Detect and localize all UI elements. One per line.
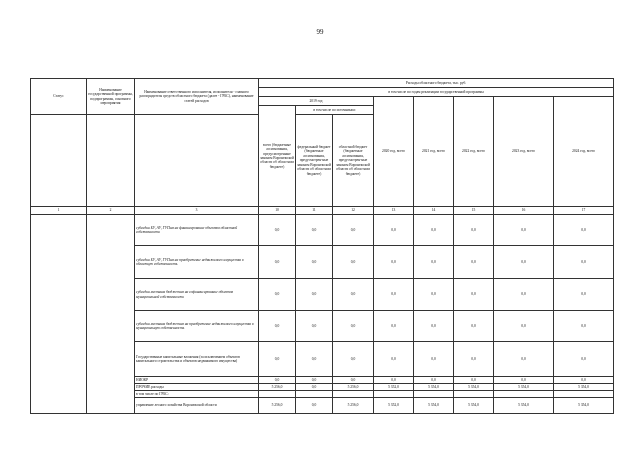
cell-value: 0,0 bbox=[333, 279, 374, 311]
cell-value bbox=[414, 391, 454, 398]
col-number: 13 bbox=[374, 207, 414, 215]
cell-value: 0,0 bbox=[454, 342, 494, 377]
cell-value: 0,0 bbox=[296, 246, 333, 279]
cell-value: 0,0 bbox=[296, 384, 333, 391]
cell-value: 5 354,0 bbox=[454, 398, 494, 414]
col-number: 15 bbox=[454, 207, 494, 215]
header-year-2019: 2019 год bbox=[259, 97, 374, 106]
col-number: 17 bbox=[554, 207, 614, 215]
header-col-2022: 2022 год, всего bbox=[454, 97, 494, 207]
header-col-2021: 2021 год, всего bbox=[414, 97, 454, 207]
row-label: Государственные капитальные вложения (за исключением объектов капитального строительства и объектов недвижимого имущества) bbox=[135, 342, 259, 377]
cell-value: 0,0 bbox=[259, 342, 296, 377]
cell-value: 0,0 bbox=[333, 246, 374, 279]
cell-value: 5 354,0 bbox=[414, 384, 454, 391]
cell-value: 0,0 bbox=[454, 246, 494, 279]
header-blank-3 bbox=[135, 115, 259, 207]
budget-table bbox=[30, 78, 614, 414]
program-cell bbox=[87, 215, 135, 414]
row-label: субсидии местным бюджетам на приобретение недвижимого имущества в муниципальную собственность bbox=[135, 311, 259, 342]
cell-value: 5 352,0 bbox=[374, 398, 414, 414]
table-row bbox=[31, 215, 614, 246]
cell-value: 0,0 bbox=[374, 377, 414, 384]
cell-value: 5 354,0 bbox=[494, 384, 554, 391]
cell-value: 0,0 bbox=[454, 215, 494, 246]
cell-value: 0,0 bbox=[414, 215, 454, 246]
cell-value: 0,0 bbox=[296, 279, 333, 311]
cell-value: 0,0 bbox=[259, 279, 296, 311]
cell-value: 0,0 bbox=[333, 311, 374, 342]
col-number: 1 bbox=[31, 207, 87, 215]
cell-value: 0,0 bbox=[333, 342, 374, 377]
cell-value: 0,0 bbox=[554, 311, 614, 342]
cell-value: 0,0 bbox=[374, 342, 414, 377]
cell-value: 0,0 bbox=[333, 215, 374, 246]
header-col-2023: 2023 год, всего bbox=[494, 97, 554, 207]
header-by-years: в том числе по годам реализации государственной программы bbox=[259, 88, 614, 97]
cell-value: 5 354,0 bbox=[414, 398, 454, 414]
col-number: 11 bbox=[296, 207, 333, 215]
header-executor: Наименование ответственного исполнителя, исполнителя - главного распорядителя средств областного бюджета (далее - ГРБС), наименование статей расходов bbox=[135, 79, 259, 115]
cell-value bbox=[374, 391, 414, 398]
cell-value: 0,0 bbox=[454, 377, 494, 384]
cell-value: 0,0 bbox=[494, 342, 554, 377]
cell-value: 0,0 bbox=[414, 377, 454, 384]
cell-value: 0,0 bbox=[494, 246, 554, 279]
cell-value: 0,0 bbox=[494, 311, 554, 342]
header-program-name: Наименование государственной программы, подпрограммы, основного мероприятия bbox=[87, 79, 135, 115]
cell-value: 5 256,0 bbox=[333, 384, 374, 391]
cell-value bbox=[296, 391, 333, 398]
header-blank-2 bbox=[87, 115, 135, 207]
cell-value: 0,0 bbox=[333, 377, 374, 384]
cell-value: 0,0 bbox=[414, 342, 454, 377]
cell-value: 0,0 bbox=[554, 377, 614, 384]
cell-value: 5 256,0 bbox=[333, 398, 374, 414]
row-label: субсидии БУ, АУ, ГУПам на приобретение недвижимого имущества в областную собственность bbox=[135, 246, 259, 279]
status-cell bbox=[31, 215, 87, 414]
header-expenses: Расходы областного бюджета, тыс. руб. bbox=[259, 79, 614, 88]
cell-value: 0,0 bbox=[374, 246, 414, 279]
header-blank-1 bbox=[31, 115, 87, 207]
cell-value: 0,0 bbox=[259, 215, 296, 246]
row-label: в том числе по ГРБС: bbox=[135, 391, 259, 398]
cell-value: 0,0 bbox=[296, 311, 333, 342]
col-number: 3 bbox=[135, 207, 259, 215]
cell-value: 5 354,0 bbox=[494, 398, 554, 414]
cell-value: 0,0 bbox=[554, 342, 614, 377]
cell-value bbox=[333, 391, 374, 398]
cell-value: 0,0 bbox=[494, 377, 554, 384]
cell-value: 0,0 bbox=[414, 246, 454, 279]
row-label: ПРОЧИЕ расходы bbox=[135, 384, 259, 391]
cell-value: 0,0 bbox=[259, 377, 296, 384]
col-number: 10 bbox=[259, 207, 296, 215]
header-col-regional: областной бюджет (бюджетные ассигнования, предусмотрен-ные законом Воронежской области об областном бюджете) bbox=[333, 115, 374, 207]
col-number: 16 bbox=[494, 207, 554, 215]
cell-value: 0,0 bbox=[554, 279, 614, 311]
cell-value: 5 256,0 bbox=[259, 384, 296, 391]
cell-value: 0,0 bbox=[374, 279, 414, 311]
cell-value: 5 354,0 bbox=[554, 398, 614, 414]
cell-value: 0,0 bbox=[374, 215, 414, 246]
cell-value: 0,0 bbox=[296, 342, 333, 377]
cell-value: 0,0 bbox=[454, 279, 494, 311]
header-col-federal: федеральный бюджет (бюджетные ассигнования, предусмотрен-ные законом Воронежской области об областном бюджете) bbox=[296, 115, 333, 207]
cell-value: 5 352,0 bbox=[374, 384, 414, 391]
cell-value: 0,0 bbox=[296, 377, 333, 384]
col-number: 14 bbox=[414, 207, 454, 215]
row-label: управление лесного хозяйства Воронежской области bbox=[135, 398, 259, 414]
cell-value bbox=[494, 391, 554, 398]
col-number: 12 bbox=[333, 207, 374, 215]
header-col-2024: 2024 год, всего bbox=[554, 97, 614, 207]
row-label: субсидии БУ, АУ, ГУПам на финансирование объектов областной собственности bbox=[135, 215, 259, 246]
cell-value: 0,0 bbox=[454, 311, 494, 342]
col-number: 2 bbox=[87, 207, 135, 215]
cell-value: 5 354,0 bbox=[454, 384, 494, 391]
page-number: 99 bbox=[316, 28, 324, 36]
cell-value bbox=[554, 391, 614, 398]
cell-value: 0,0 bbox=[494, 215, 554, 246]
cell-value: 0,0 bbox=[414, 279, 454, 311]
cell-value: 0,0 bbox=[259, 311, 296, 342]
cell-value: 5 256,0 bbox=[259, 398, 296, 414]
cell-value: 0,0 bbox=[554, 215, 614, 246]
cell-value: 0,0 bbox=[259, 246, 296, 279]
cell-value: 0,0 bbox=[374, 311, 414, 342]
cell-value: 0,0 bbox=[494, 279, 554, 311]
cell-value: 0,0 bbox=[414, 311, 454, 342]
cell-value: 5 354,0 bbox=[554, 384, 614, 391]
cell-value bbox=[259, 391, 296, 398]
header-col-total: всего (бюджетные ассигнования, предусмотренные законом Воронежской области об областном бюджете) bbox=[259, 106, 296, 207]
header-status: Статус bbox=[31, 79, 87, 115]
cell-value bbox=[454, 391, 494, 398]
cell-value: 0,0 bbox=[296, 215, 333, 246]
cell-value: 0,0 bbox=[296, 398, 333, 414]
row-label: НИОКР bbox=[135, 377, 259, 384]
cell-value: 0,0 bbox=[554, 246, 614, 279]
header-incl-sources: в том числе по источникам: bbox=[296, 106, 374, 115]
header-col-2020: 2020 год, всего bbox=[374, 97, 414, 207]
row-label: субсидии местным бюджетам на софинансирование объектов муниципальной собственности bbox=[135, 279, 259, 311]
